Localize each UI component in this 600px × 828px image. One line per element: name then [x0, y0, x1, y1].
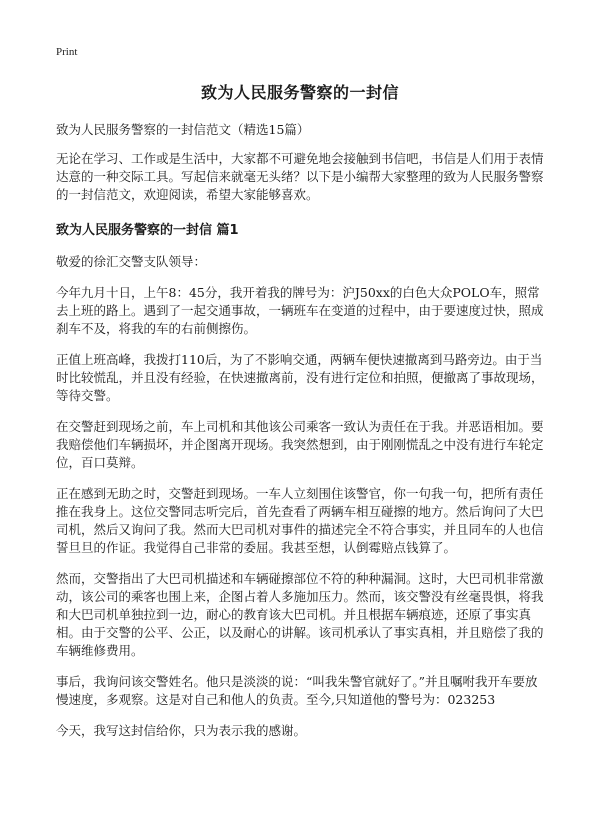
document-body — [56, 150, 546, 753]
page-title: 致为人民服务警察的一封信 — [200, 83, 399, 102]
intro-paragraph: 无论在学习、工作或是生活中，大家都不可避免地会接触到书信吧，书信是人们用于表情达意的一种交际工具。写起信来就毫无头绪？以下是小编帮大家整理的致为人民服务警察的一封信范文，欢迎阅读，希望大家能够喜欢。 — [56, 151, 544, 202]
document-subtitle: 致为人民服务警察的一封信范文（精选15篇） — [56, 122, 310, 137]
body-paragraph: 在交警赶到现场之前，车上司机和其他该公司乘客一致认为责任在于我。并恶语相加。要我赔偿他们车辆损坏，并企图离开现场。我突然想到，由于刚刚慌乱之中没有进行车轮定位，百口莫辩。 — [56, 419, 544, 470]
body-paragraph: 今天，我写这封信给你，只为表示我的感谢。 — [56, 723, 307, 738]
section-heading: 致为人民服务警察的一封信 篇1 — [56, 223, 239, 238]
salutation: 敬爱的徐汇交警支队领导： — [56, 254, 207, 269]
body-paragraph: 正在感到无助之时，交警赶到现场。一车人立刻围住该警官，你一句我一句，把所有责任推在我身上。这位交警同志听完后，首先查看了两辆车相互碰擦的地方。然后询问了大巴司机，然后又询问了我。然而大巴司机对事件的描述完全不符合事实，并且同车的人也信誓旦旦的作证。我觉得自己非常的委屈。我甚至想，认倒霉赔点钱算了。 — [56, 486, 544, 555]
body-paragraph: 然而，交警指出了大巴司机描述和车辆碰擦部位不符的种种漏洞。这时，大巴司机非常激动，该公司的乘客也围上来，企图占着人多施加压力。然而，该交警没有丝毫畏惧，将我和大巴司机单独拉到一边，耐心的教育该大巴司机。并且根据车辆痕迹，还原了事实真相。由于交警的公平、公正，以及耐心的讲解。该司机承认了事实真相，并且赔偿了我的车辆维修费用。 — [56, 571, 544, 658]
body-paragraph: 事后，我询问该交警姓名。他只是淡淡的说：“叫我朱警官就好了。”并且嘱咐我开车要放慢速度，多观察。这是对自己和他人的负责。至今,只知道他的警号为：023253 — [56, 674, 538, 707]
body-paragraph: 正值上班高峰，我拨打110后，为了不影响交通，两辆车便快速撤离到马路旁边。由于当时比较慌乱，并且没有经验，在快速撤离前，没有进行定位和拍照，便撤离了事故现场，等待交警。 — [56, 352, 544, 403]
print-link[interactable]: Print — [56, 46, 78, 58]
body-paragraph: 今年九月十日，上午8：45分，我开着我的牌号为：沪J50xx的白色大众POLO车，照常去上班的路上。遇到了一起交通事故，一辆班车在变道的过程中，由于要速度过快，照成刹车不及，将我的车的右前侧擦伤。 — [56, 285, 544, 336]
